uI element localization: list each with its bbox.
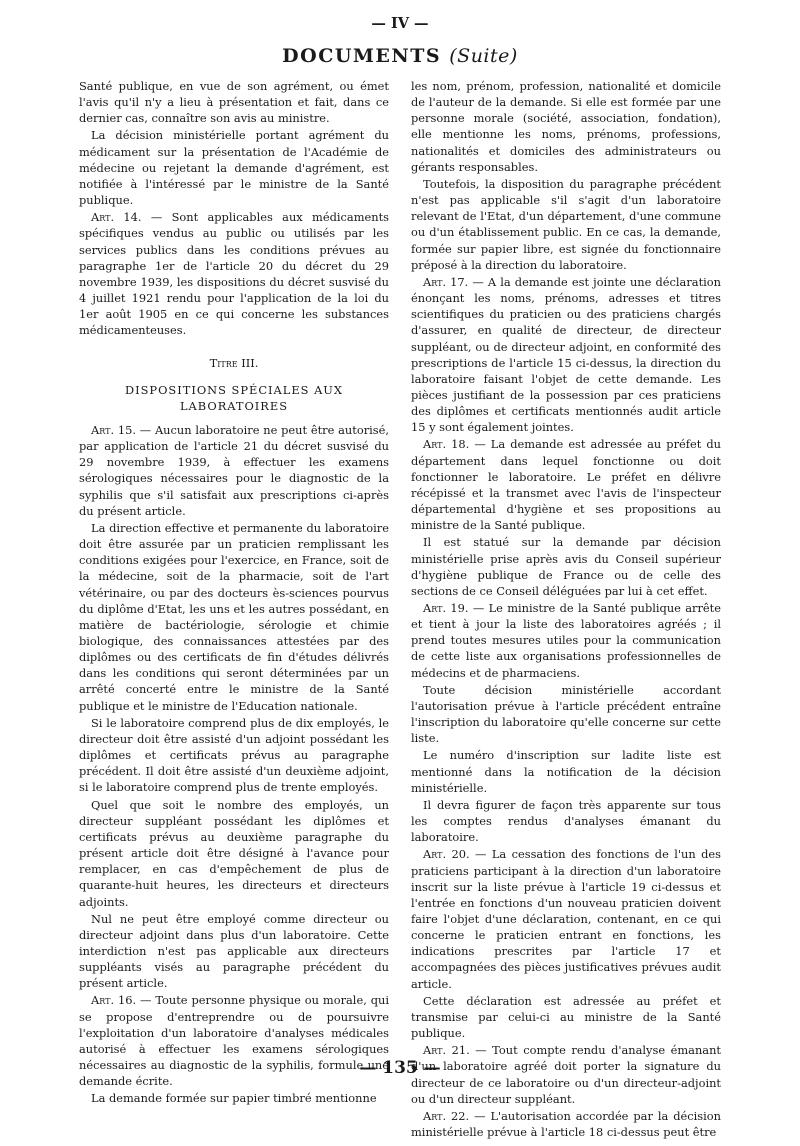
running-head-suite: (Suite) — [449, 45, 518, 67]
running-head — [0, 45, 800, 67]
roman-page-number: — IV — — [371, 15, 429, 32]
article-label: Art. 18. — [423, 437, 470, 452]
paragraph: Quel que soit le nombre des employés, un directeur suppléant possédant les diplômes et certificats prévus au deuxième paragraphe du présent article doit être désigné à l'avance pour remplacer, en cas d'empêchement de plus de quarante-huit heures, les directeurs et directeurs adjoints. — [79, 797, 389, 909]
paragraph: Nul ne peut être employé comme directeur ou directeur adjoint dans plus d'un laboratoire. Cette interdiction n'est pas applicable aux directeurs suppléants visés au paragraphe précédent du présent article. — [79, 911, 389, 991]
article-label: Art. 17. — [423, 274, 469, 289]
paragraph: Toutefois, la disposition du paragraphe précédent n'est pas applicable s'il s'agit d'un laboratoire relevant de l'Etat, d'un département, d'une commune ou d'un établissement public. En ce cas, la demande, formée sur papier libre, est signée du fonctionnaire préposé à la direction du laboratoire. — [411, 176, 721, 272]
paragraph: Il est statué sur la demande par décision ministérielle prise après avis du Conseil supérieur d'hygiène publique de France ou de celle des sections de ce Conseil déléguées par lui à cet effet. — [411, 535, 721, 598]
article-label: Art. 14. — [91, 210, 142, 225]
paragraph: Si le laboratoire comprend plus de dix employés, le directeur doit être assisté d'un adjoint possédant les diplômes et certificats prévus au paragraphe précédent. Il doit être assisté d'un deuxième adjoint, si le laboratoire comprend plus de trente employés. — [79, 715, 389, 795]
article-22 — [411, 1108, 721, 1140]
article-17 — [411, 274, 721, 436]
paragraph: La décision ministérielle portant agrément du médicament sur la présentation de l'Académie de médecine ou rejetant la demande d'agrément, est notifiée à l'intéressé par le ministre de la Santé publique. — [79, 128, 389, 208]
article-text: — A la demande est jointe une déclaration énonçant les noms, prénoms, adresses et titres scientifiques du praticien ou des praticiens chargés d'assurer, en qualité de directeur, de directeur suppléant, ou de directeur adjoint, en conformité des prescriptions de l'article 15 ci-dessus, la direction du laboratoire faisant l'objet de cette demande. Les pièces justifiant de la possession par ces praticiens des diplômes et certificats mentionnés audit article 15 y sont également jointes. — [411, 274, 721, 435]
article-text: — Toute personne physique ou morale, qui se propose d'entreprendre ou de poursuivre l'exploitation d'un laboratoire d'analyses médicales autorisé à effectuer les examens sérologiques nécessaires au diagnostic de la syphilis, formule une demande écrite. — [79, 993, 389, 1089]
article-text: — La cessation des fonctions de l'un des praticiens participant à la direction d'un laboratoire inscrit sur la liste prévue à l'article 19 ci-dessus et l'entrée en fonctions d'un nouveau praticien doivent faire l'objet d'une déclaration, contenant, en ce qui concerne le praticien entrant en fonctions, les indications prescrites par l'article 17 et accompagnées des pièces justificatives prévues audit article. — [411, 847, 721, 991]
left-column — [79, 78, 389, 1108]
right-column — [411, 78, 721, 1141]
article-18 — [411, 436, 721, 533]
article-label: Art. 20. — [423, 847, 470, 862]
running-head-title: DOCUMENTS — [282, 45, 442, 67]
article-label: Art. 22. — [423, 1108, 470, 1123]
paragraph: Santé publique, en vue de son agrément, ou émet l'avis qu'il n'y a lieu à présentation et fait, dans ce dernier cas, connaître son avis au ministre. — [79, 79, 389, 126]
article-20 — [411, 846, 721, 991]
article-label: Art. 21. — [423, 1043, 470, 1058]
paragraph: La direction effective et permanente du laboratoire doit être assurée par un praticien remplissant les conditions exigées pour l'exercice, en France, soit de la médecine, soit de la pharmacie, soit de l'art vétérinaire, ou par des docteurs ès-sciences pourvus du diplôme d'Etat, les uns et les autres possédant, en matière de bactériologie, sérologie et chimie biologique, des connaissances attestées par des diplômes ou des certificats de fin d'études délivrés dans les conditions qui seront déterminées par un arrêté concerté entre le ministre de la Santé publique et le ministre de l'Education nationale. — [79, 520, 389, 713]
paragraph: les nom, prénom, profession, nationalité et domicile de l'auteur de la demande. Si elle est formée par une personne morale (société, association, fondation), elle mentionne les noms, prénoms, professions, nationalités et domiciles des administrateurs ou gérants responsables. — [411, 79, 721, 174]
article-text: — L'autorisation accordée par la décision ministérielle prévue à l'article 18 ci-dessus peut être — [411, 1108, 721, 1139]
article-text: — Aucun laboratoire ne peut être autorisé, par application de l'article 21 du décret susvisé du 29 novembre 1939, à effectuer les examens sérologiques nécessaires pour le diagnostic de la syphilis que s'il satisfait aux prescriptions ci-après du présent article. — [79, 422, 389, 518]
article-text: — Sont applicables aux médicaments spécifiques vendus au public ou utilisés par les services publics dans les conditions prévues au paragraphe 1er de l'article 20 du décret du 29 novembre 1939, les dispositions du décret susvisé du 4 juillet 1921 rendu pour l'application de la loi du 1er août 1905 en ce qui concerne les substances médicamenteuses. — [79, 210, 389, 338]
paragraph: La demande formée sur papier timbré mentionne — [91, 1091, 377, 1106]
article-text: — Tout compte rendu d'analyse émanant d'un laboratoire agréé doit porter la signature du directeur de ce laboratoire ou d'un directeur-adjoint ou d'un directeur suppléant. — [411, 1043, 721, 1106]
paragraph: Il devra figurer de façon très apparente sur tous les comptes rendus d'analyses émanant du laboratoire. — [411, 797, 721, 845]
paragraph: Toute décision ministérielle accordant l'autorisation prévue à l'article précédent entraîne l'inscription du laboratoire qu'elle concerne sur cette liste. — [411, 682, 721, 746]
article-label: Art. 19. — [423, 601, 469, 615]
article-label: Art. 16. — [91, 993, 137, 1008]
section-title: Titre III. — [209, 355, 259, 370]
article-text: — La demande est adressée au préfet du département dans lequel fonctionne ou doit fonctionner le laboratoire. Le préfet en délivre récépissé et la transmet avec l'avis de l'inspecteur départemental d'hygiène et ses propositions au ministre de la Santé publique. — [411, 437, 721, 533]
page-number: — 135 — — [359, 1058, 441, 1078]
article-19 — [411, 600, 721, 681]
article-14 — [79, 209, 389, 338]
article-label: Art. 15. — [91, 422, 136, 437]
article-text: — Le ministre de la Santé publique arrête et tient à jour la liste des laboratoires agréés ; il prend toutes mesures utiles pour la communication de cette liste aux organisations professionnelles de médecins et de pharmaciens. — [411, 601, 721, 680]
article-15 — [79, 422, 389, 519]
paragraph: Cette déclaration est adressée au préfet et transmise par celui-ci au ministre de la Santé publique. — [411, 993, 721, 1041]
section-heading: DISPOSITIONS SPÉCIALES AUX LABORATOIRES — [124, 382, 344, 413]
paragraph: Le numéro d'inscription sur ladite liste est mentionné dans la notification de la décision ministérielle. — [411, 748, 721, 795]
